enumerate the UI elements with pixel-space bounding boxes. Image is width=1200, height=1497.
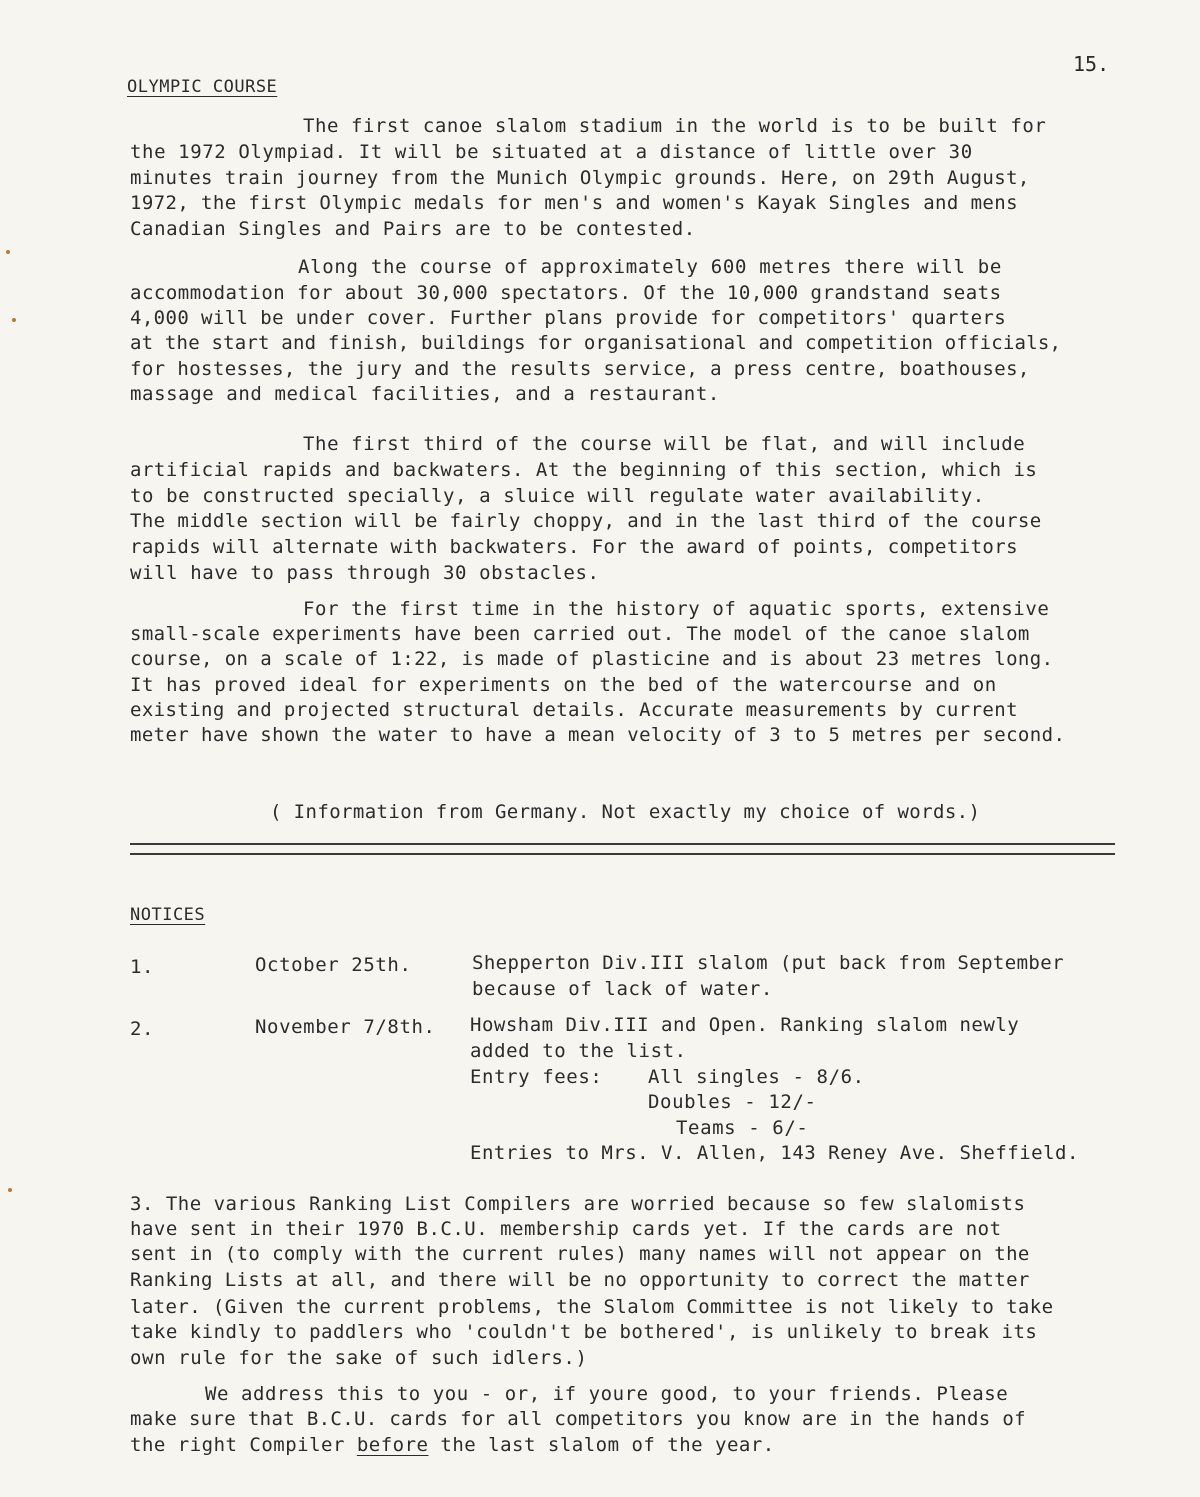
rule-dash-pattern	[130, 846, 1115, 847]
paragraph-line: for hostesses, the jury and the results service, a press centre, boathouses,	[130, 358, 1030, 380]
paragraph-line: minutes train journey from the Munich Olympic grounds. Here, on 29th August,	[130, 167, 1030, 189]
fee-line: All singles - 8/6.	[648, 1066, 865, 1088]
paragraph-line: the 1972 Olympiad. It will be situated at a distance of little over 30	[130, 141, 973, 163]
paragraph-line: existing and projected structural details. Accurate measurements by current	[130, 699, 1018, 721]
entry-fees-label: Entry fees:	[470, 1066, 603, 1088]
paragraph-line: massage and medical facilities, and a restaurant.	[130, 383, 720, 405]
paragraph-line: rapids will alternate with backwaters. For the award of points, competitors	[130, 536, 1018, 558]
fee-line: Teams - 6/-	[676, 1117, 809, 1139]
closing-line: We address this to you - or, if youre good, to your friends. Please	[205, 1383, 1009, 1405]
notice-date: November 7/8th.	[255, 1016, 436, 1038]
paragraph-line: meter have shown the water to have a mean velocity of 3 to 5 metres per second.	[130, 724, 1066, 746]
olympic-course-heading: OLYMPIC COURSE	[127, 77, 278, 97]
paper-speck	[6, 250, 10, 254]
source-note: ( Information from Germany. Not exactly my choice of words.)	[270, 801, 981, 823]
entries-address: Entries to Mrs. V. Allen, 143 Reney Ave. Sheffield.	[470, 1142, 1079, 1164]
notice-text-line: because of lack of water.	[472, 978, 773, 1000]
double-rule-divider	[130, 843, 1115, 855]
paragraph-line: artificial rapids and backwaters. At the beginning of this section, which is	[130, 459, 1038, 481]
paragraph-line: small-scale experiments have been carried out. The model of the canoe slalom	[130, 623, 1030, 645]
paragraph-line: Canadian Singles and Pairs are to be contested.	[130, 218, 696, 240]
notice-text-line: Howsham Div.III and Open. Ranking slalom newly	[470, 1014, 1020, 1036]
notice-text-line: have sent in their 1970 B.C.U. membership cards yet. If the cards are not	[130, 1218, 1002, 1240]
paragraph-line: 4,000 will be under cover. Further plans provide for competitors' quarters	[130, 307, 1007, 329]
paragraph-line: to be constructed specially, a sluice will regulate water availability.	[130, 485, 985, 507]
paragraph-line: It has proved ideal for experiments on the bed of the watercourse and on	[130, 674, 997, 696]
paragraph-line: at the start and finish, buildings for organisational and competition officials,	[130, 332, 1062, 354]
paper-speck	[8, 1188, 12, 1192]
paragraph-line: The middle section will be fairly choppy, and in the last third of the course	[130, 510, 1042, 532]
notice-number: 2.	[130, 1018, 155, 1040]
notice-text-line: Shepperton Div.III slalom (put back from September	[472, 952, 1064, 974]
notice-number: 1.	[130, 956, 155, 978]
paragraph-line: course, on a scale of 1:22, is made of plasticine and is about 23 metres long.	[130, 648, 1054, 670]
paragraph-line: accommodation for about 30,000 spectators. Of the 10,000 grandstand seats	[130, 282, 1002, 304]
paragraph-line: The first canoe slalom stadium in the world is to be built for	[303, 115, 1047, 137]
underlined-before: before	[356, 1434, 429, 1456]
notices-heading: NOTICES	[130, 905, 206, 925]
paragraph-line: 1972, the first Olympic medals for men's and women's Kayak Singles and mens	[130, 192, 1018, 214]
page-number: 15.	[1073, 52, 1110, 76]
paragraph-line: For the first time in the history of aquatic sports, extensive	[303, 598, 1050, 620]
fee-line: Doubles - 12/-	[648, 1091, 817, 1113]
paper-speck	[12, 318, 16, 322]
notice-text-line: added to the list.	[470, 1040, 687, 1062]
paragraph-line: The first third of the course will be flat, and will include	[303, 433, 1026, 455]
notice-text-line: Ranking Lists at all, and there will be no opportunity to correct the matter	[130, 1269, 1030, 1291]
notice-text-line: 3. The various Ranking List Compilers are worried because so few slalomists	[130, 1193, 1026, 1215]
closing-line: make sure that B.C.U. cards for all competitors you know are in the hands of	[130, 1408, 1026, 1430]
notice-text-line: own rule for the sake of such idlers.)	[130, 1347, 588, 1369]
notice-text-line: take kindly to paddlers who 'couldn't be bothered', is unlikely to break its	[130, 1321, 1038, 1343]
notice-text-line: later. (Given the current problems, the Slalom Committee is not likely to take	[130, 1296, 1054, 1318]
paragraph-line: will have to pass through 30 obstacles.	[130, 562, 600, 584]
closing-text-pre: the right Compiler	[130, 1434, 357, 1456]
notice-text-line: sent in (to comply with the current rules) many names will not appear on the	[130, 1243, 1030, 1265]
notice-date: October 25th.	[255, 954, 412, 976]
closing-line	[130, 1433, 775, 1458]
closing-text-post: the last slalom of the year.	[428, 1434, 775, 1456]
paragraph-line: Along the course of approximately 600 metres there will be	[298, 256, 1003, 278]
